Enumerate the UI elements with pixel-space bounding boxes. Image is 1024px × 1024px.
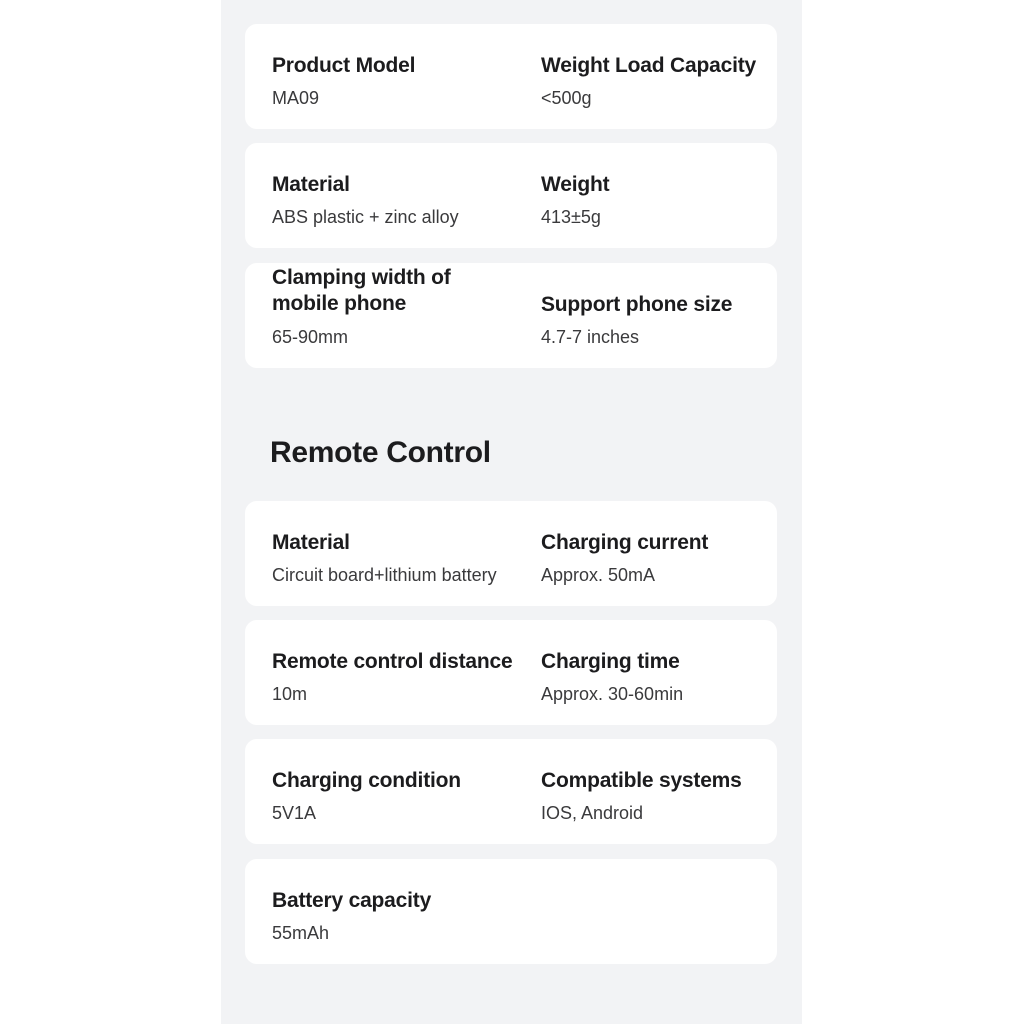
section-title: Remote Control bbox=[270, 436, 491, 469]
spec-label: Compatible systems bbox=[541, 769, 742, 792]
spec-card-battery-capacity bbox=[245, 859, 777, 964]
spec-label: Product Model bbox=[272, 54, 416, 77]
spec-value: MA09 bbox=[272, 88, 320, 108]
spec-item-clamping-width bbox=[272, 263, 534, 368]
spec-value: 5V1A bbox=[272, 803, 317, 823]
spec-value: Circuit board+lithium battery bbox=[272, 565, 497, 585]
spec-label: Support phone size bbox=[541, 293, 733, 316]
spec-label: Material bbox=[272, 173, 350, 196]
spec-label: Material bbox=[272, 531, 350, 554]
spec-label: Weight bbox=[541, 173, 610, 196]
spec-value: 55mAh bbox=[272, 923, 330, 943]
spec-card-clamping-width bbox=[245, 263, 777, 368]
spec-label: Charging current bbox=[541, 531, 709, 554]
spec-item-material bbox=[272, 143, 534, 248]
spec-label: Clamping width of mobile phone bbox=[272, 266, 451, 315]
spec-item-charging-condition bbox=[272, 739, 534, 844]
spec-value: 10m bbox=[272, 684, 308, 704]
spec-item-weight-load-capacity bbox=[541, 24, 777, 129]
spec-item-remote-material bbox=[272, 501, 534, 606]
spec-label: Charging time bbox=[541, 650, 680, 673]
spec-label: Battery capacity bbox=[272, 889, 432, 912]
spec-card-product-model bbox=[245, 24, 777, 129]
spec-card-material bbox=[245, 143, 777, 248]
spec-value: <500g bbox=[541, 88, 592, 108]
spec-item-support-phone-size bbox=[541, 263, 777, 368]
spec-item-weight bbox=[541, 143, 777, 248]
spec-value: IOS, Android bbox=[541, 803, 644, 823]
spec-card-charging-condition bbox=[245, 739, 777, 844]
spec-item-product-model bbox=[272, 24, 534, 129]
spec-value: 413±5g bbox=[541, 207, 601, 227]
spec-value: 4.7-7 inches bbox=[541, 327, 640, 347]
spec-label: Charging condition bbox=[272, 769, 461, 792]
spec-label: Weight Load Capacity bbox=[541, 54, 756, 77]
spec-label: Remote control distance bbox=[272, 650, 513, 673]
spec-item-charging-current bbox=[541, 501, 777, 606]
spec-item-charging-time bbox=[541, 620, 777, 725]
spec-value: Approx. 50mA bbox=[541, 565, 656, 585]
spec-item-compatible-systems bbox=[541, 739, 777, 844]
spec-value: 65-90mm bbox=[272, 327, 349, 347]
spec-card-remote-material bbox=[245, 501, 777, 606]
spec-value: Approx. 30-60min bbox=[541, 684, 684, 704]
spec-item-remote-control-distance bbox=[272, 620, 534, 725]
spec-item-battery-capacity bbox=[272, 859, 534, 964]
spec-value: ABS plastic + zinc alloy bbox=[272, 207, 459, 227]
spec-card-remote-distance bbox=[245, 620, 777, 725]
